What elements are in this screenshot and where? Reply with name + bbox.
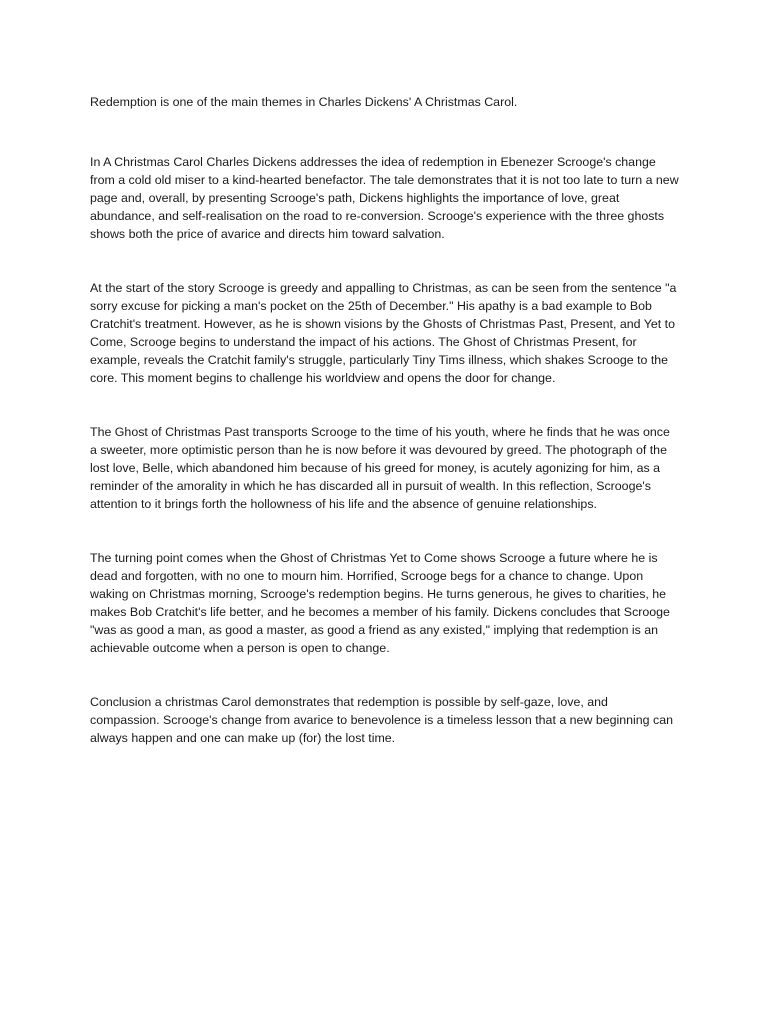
body-paragraph-3: The turning point comes when the Ghost of Christmas Yet to Come shows Scrooge a future where he is dead and forgotten, with no one to mourn him. Horrified, Scrooge begs for a chance to change. Upon waking on Christmas morning, Scrooge's redemption begins. He turns generous, he gives to charities, he makes Bob Cratchit's life better, and he becomes a member of his family. Dickens concludes that Scrooge "was as good a man, as good a master, as good a friend as any existed," implying that redemption is an achievable outcome when a person is open to change. [90, 551, 670, 655]
document-body [90, 93, 680, 783]
conclusion-paragraph: Conclusion a christmas Carol demonstrates that redemption is possible by self-gaze, love, and compassion. Scrooge's change from avarice to benevolence is a timeless lesson that a new beginning can always happen and one can make up (for) the lost time. [90, 695, 673, 745]
body-paragraph-1: At the start of the story Scrooge is greedy and appalling to Christmas, as can be seen from the sentence "a sorry excuse for picking a man's pocket on the 25th of December." His apathy is a bad example to Bob Cratchit's treatment. However, as he is shown visions by the Ghosts of Christmas Past, Present, and Yet to Come, Scrooge begins to understand the impact of his actions. The Ghost of Christmas Present, for example, reveals the Cratchit family's struggle, particularly Tiny Tims illness, which shakes Scrooge to the core. This moment begins to challenge his worldview and opens the door for change. [90, 281, 677, 385]
body-paragraph-2: The Ghost of Christmas Past transports Scrooge to the time of his youth, where he finds that he was once a sweeter, more optimistic person than he is now before it was devoured by greed. The photograph of the lost love, Belle, which abandoned him because of his greed for money, is acutely agonizing for him, as a reminder of the amorality in which he has discarded all in pursuit of wealth. In this reflection, Scrooge's attention to it brings forth the hollowness of his life and the absence of genuine relationships. [90, 425, 670, 511]
thesis-paragraph: In A Christmas Carol Charles Dickens addresses the idea of redemption in Ebenezer Scrooge's change from a cold old miser to a kind-hearted benefactor. The tale demonstrates that it is not too late to turn a new page and, overall, by presenting Scrooge's path, Dickens highlights the importance of love, great abundance, and self-realisation on the road to re-conversion. Scrooge's experience with the three ghosts shows both the price of avarice and directs him toward salvation. [90, 155, 679, 241]
intro-paragraph: Redemption is one of the main themes in Charles Dickens' A Christmas Carol. [90, 95, 518, 109]
